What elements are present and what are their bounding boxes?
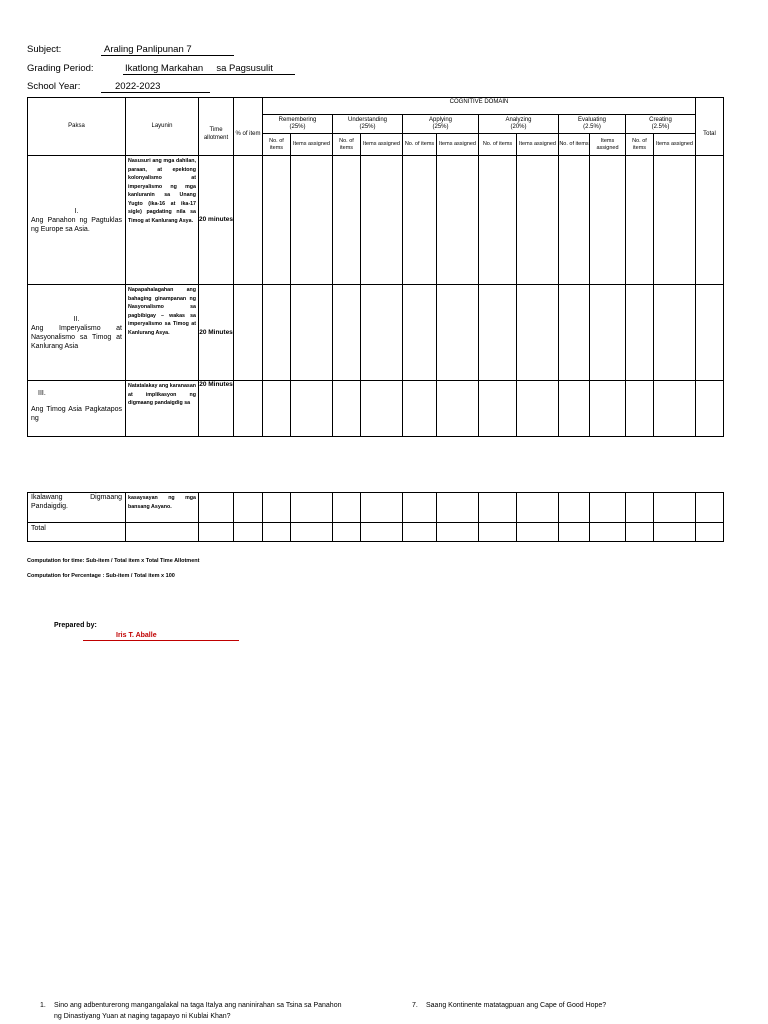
table-continuation	[27, 492, 724, 542]
subheader-items-assigned: Items assigned	[361, 134, 403, 156]
subheader-items-assigned: Items assigned	[517, 134, 559, 156]
subheader-items-assigned: Items assigned	[291, 134, 333, 156]
header-time-allotment: Time allotment	[199, 115, 234, 156]
header-creating: Creating (2.5%)	[626, 115, 696, 134]
table-total-row	[28, 523, 724, 542]
subheader-no-of-items: No. of items	[479, 134, 517, 156]
subheader-no-of-items: No. of items	[559, 134, 590, 156]
subject-label: Subject:	[27, 44, 62, 55]
subheader-no-of-items: No. of items	[403, 134, 437, 156]
objective-cell: Nasusuri ang mga dahilan, paraan, at epektong kolonyalismo at imperyalismo ng mga kanluranin sa Unang Yugto (ika-16 at ika-17 sigle) pagdating nila sa Timog at Kanlurang Asya.	[126, 156, 199, 285]
header-understanding: Understanding (25%)	[333, 115, 403, 134]
table-row	[28, 285, 724, 381]
table-row	[28, 493, 724, 523]
header-total: Total	[696, 115, 724, 156]
time-cell: 20 minutes	[199, 156, 234, 285]
header-cognitive-domain: COGNITIVE DOMAIN	[263, 98, 696, 115]
table-of-specification	[27, 97, 724, 437]
school-year-label: School Year:	[27, 81, 81, 92]
prepared-by-label: Prepared by:	[54, 622, 97, 629]
subheader-no-of-items: No. of items	[626, 134, 654, 156]
time-cell: 20 Minutes	[199, 381, 234, 437]
signature-line	[83, 632, 239, 641]
school-year-value: 2022-2023	[101, 81, 210, 93]
topic-cell: III. Ang Timog Asia Pagkatapos ng	[28, 381, 126, 437]
question-item: 1. Sino ang adbenturerong mangangalakal na taga Italya ang naninirahan sa Tsina sa Panahon ng Dinastiyang Yuan at naging tagapayo ni Kublai Khan?	[40, 1002, 342, 1020]
header-percent-of-item: % of item	[234, 115, 263, 156]
subheader-items-assigned: Items assigned	[654, 134, 696, 156]
header-analyzing: Analyzing (20%)	[479, 115, 559, 134]
subheader-no-of-items: No. of items	[263, 134, 291, 156]
subject-value: Araling Panlipunan 7	[101, 44, 234, 56]
header-applying: Applying (25%)	[403, 115, 479, 134]
percent-formula-note: Computation for Percentage : Sub-item / Total item x 100	[27, 573, 175, 579]
time-formula-note: Computation for time: Sub-item / Total item x Total Time Allotment	[27, 558, 200, 564]
header-evaluating: Evaluating (2.5%)	[559, 115, 626, 134]
table-row	[28, 156, 724, 285]
subheader-items-assigned: Items assigned	[590, 134, 626, 156]
question-item: 7. Saang Kontinente matatagpuan ang Cape of Good Hope?	[412, 1002, 607, 1009]
topic-cell: I. Ang Panahon ng Pagtuklas ng Europe sa Asia.	[28, 156, 126, 285]
subheader-items-assigned: Items assigned	[437, 134, 479, 156]
subheader-no-of-items: No. of items	[333, 134, 361, 156]
topic-cell: Ikalawang Digmaang Pandaigdig.	[28, 493, 126, 523]
header-remembering: Remembering (25%)	[263, 115, 333, 134]
objective-cell: Natatalakay ang karanasan at implikasyon ng digmaang pandaigdig sa	[126, 381, 199, 437]
header-layunin: Layunin	[126, 98, 199, 156]
total-label: Total	[28, 523, 126, 542]
grading-period-label: Grading Period:	[27, 63, 94, 74]
time-cell: 20 Minutes	[199, 285, 234, 381]
objective-cell: kasaysayan ng mga bansang Asyano.	[126, 493, 199, 523]
objective-cell: Napapahalagahan ang bahaging ginampanan ng Nasyonalismo sa pagbibigay – wakas sa imperyalismo sa Timog at Kanlurang Asya.	[126, 285, 199, 381]
table-row	[28, 381, 724, 437]
topic-cell: II. Ang Imperyalismo at Nasyonalismo sa Timog at Kanlurang Asia	[28, 285, 126, 381]
grading-period-value: Ikatlong Markahan sa Pagsusulit	[123, 63, 295, 75]
preparer-name: Iris T. Aballe	[116, 632, 157, 639]
header-paksa: Paksa	[28, 98, 126, 156]
